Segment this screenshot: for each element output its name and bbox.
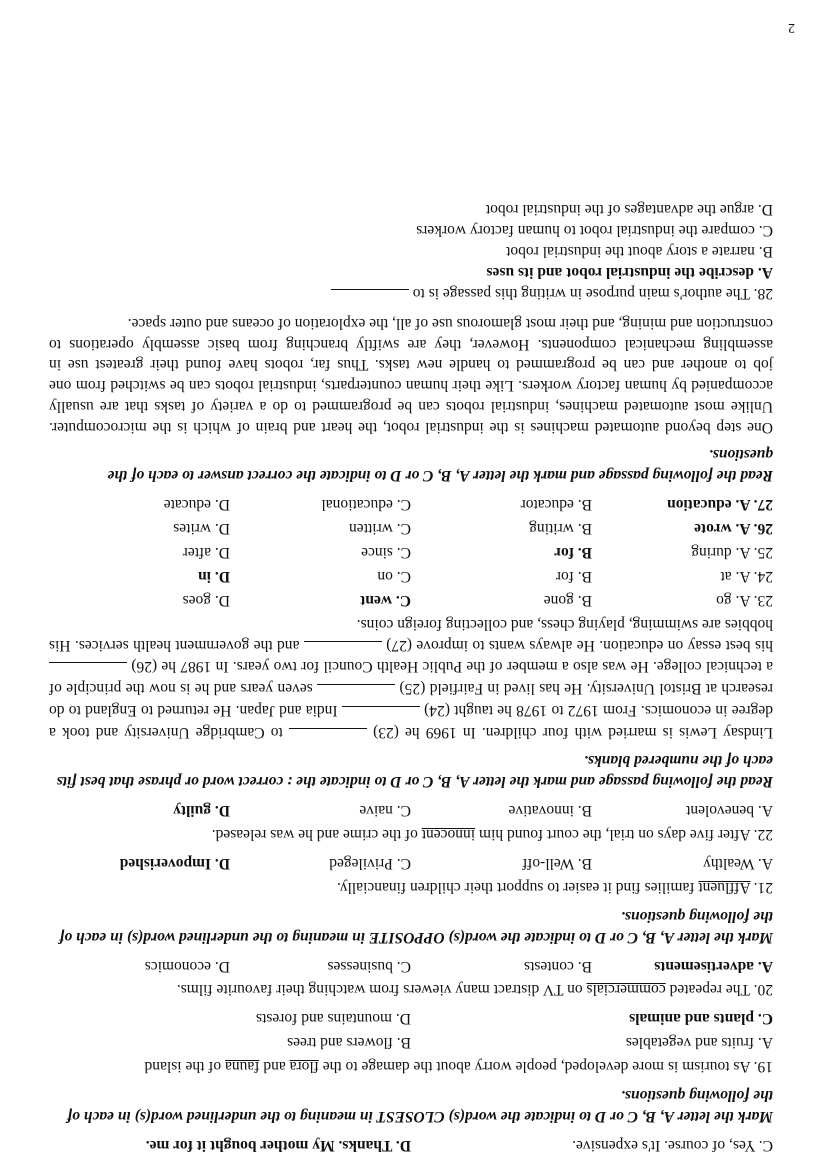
cloze-text-5: his best essay on education. He always wants to improve (27)	[381, 636, 773, 654]
q27-option-a: 27. A. education	[667, 496, 773, 514]
question-22	[49, 823, 773, 844]
q27-options-row	[49, 493, 773, 514]
question-19	[49, 1055, 773, 1076]
q27-option-d: D. educate	[163, 496, 230, 514]
q21-text-end: families find it easier to support their children financially.	[336, 878, 699, 896]
q27-option-b: B. educator	[520, 496, 592, 514]
q21-option-d: D. Impoverished	[119, 854, 230, 872]
q19-underlined-flora: flora	[289, 1058, 319, 1076]
q24-option-a: 24. A. at	[720, 567, 773, 585]
q21-option-b: B. Well-off	[522, 854, 592, 872]
q26-option-b: B. writing	[529, 519, 592, 537]
instruction-opposite: Mark the letter A, B, C or D to indicate the word(s) OPPOSITE in meaning to the underlined word(s) in each of the following questions.	[59, 907, 773, 946]
q28-option-d: D. argue the advantages of the industrial robot	[485, 201, 773, 219]
q19-options-row-1	[49, 1031, 773, 1052]
q26-option-a: 26. A. wrote	[694, 519, 773, 537]
q25-options-row	[49, 541, 773, 562]
q19-option-c: C. plants and animals	[629, 1010, 773, 1028]
q28-option-c: C. compare the industrial robot to human factory workers	[416, 221, 773, 239]
instruction-closest: Mark the letter A, B, C or D to indicate the word(s) CLOSEST in meaning to the underlined word(s) in each of the following questions.	[66, 1087, 773, 1126]
cloze-text-6: the government health services. His hobbies are swimming, playing chess, and collecting foreign coins.	[49, 615, 773, 654]
option-d: D. Thanks. My mother bought it for me.	[145, 1137, 411, 1154]
q20-underlined: commercials	[586, 981, 666, 999]
cloze-passage	[49, 613, 773, 744]
q20-option-a: A. advertisements	[654, 957, 773, 975]
blank-28	[331, 289, 409, 304]
q28-option-a: A. describe the industrial robot and its uses	[486, 263, 773, 281]
blank-25	[317, 684, 395, 699]
q25-option-b: B. for	[554, 543, 592, 561]
q20-option-d: D. economics	[144, 957, 230, 975]
q20-options-row	[49, 955, 773, 976]
q22-option-b: B. innovative	[508, 802, 592, 820]
q23-option-c: C. went	[360, 591, 411, 609]
q27-option-c: C. educational	[321, 496, 411, 514]
q21-text: 21.	[750, 878, 773, 896]
q19-text-end: of the island	[144, 1058, 226, 1076]
question-28	[49, 282, 773, 304]
instruction-reading: Read the following passage and mark the letter A, B, C or D to indicate the correct answer to each of the questions.	[107, 446, 773, 485]
q23-option-a: 23. A. go	[716, 591, 773, 609]
cloze-text-1: Lindsay Lewis is married with four children. In 1969 he (23)	[366, 724, 773, 742]
q22-text: 22. After five days on trial, the court found him	[475, 825, 773, 843]
q24-option-b: B. for	[555, 567, 592, 585]
q19-text-mid: and	[259, 1058, 290, 1076]
q22-text-end: of the crime and he was released.	[211, 825, 422, 843]
q19-option-d: D. mountains and forests	[256, 1010, 411, 1028]
q22-option-a: A. benevolent	[686, 802, 773, 820]
blank-23	[289, 728, 367, 743]
q22-options-row	[49, 799, 773, 820]
q18-options-row	[49, 1134, 773, 1155]
instruction-cloze: Read the following passage and mark the letter A, B, C or D to indicate the : correct word or phrase that best fits each of the numbered blanks.	[56, 752, 773, 791]
q20-text: 20. The repeated	[665, 981, 773, 999]
q19-text: 19. As tourism is more developed, people worry about the damage to the	[318, 1058, 773, 1076]
page-content	[49, 198, 773, 1158]
q26-option-c: C. written	[349, 519, 411, 537]
q19-underlined-fauna: fauna	[225, 1058, 260, 1076]
cloze-text-2: to Cambridge University and took a degree in economics. From 1972 to 1978 he taught (24)	[49, 702, 773, 742]
q20-option-c: C. businesses	[327, 957, 411, 975]
blank-26	[49, 662, 127, 677]
q25-option-d: D. after	[182, 543, 230, 561]
q19-option-a: A. fruits and vegetables	[625, 1034, 773, 1052]
q24-option-d: D. in	[198, 567, 230, 585]
q21-option-a: A. Wealthy	[703, 854, 773, 872]
q20-text-end: on TV distract many viewers from watching their favourite films.	[176, 981, 587, 999]
question-20	[49, 979, 773, 1000]
q23-option-d: D. goes	[182, 591, 230, 609]
blank-24	[342, 706, 420, 721]
q24-option-c: C. on	[377, 567, 411, 585]
q22-underlined: innocent	[421, 825, 476, 843]
q26-options-row	[49, 517, 773, 538]
cloze-and: and	[277, 636, 300, 654]
q21-option-c: C. Privileged	[329, 854, 411, 872]
q22-option-c: C. naive	[359, 802, 411, 820]
q25-option-c: C. since	[361, 543, 411, 561]
q28-stem: 28. The author's main purpose in writing this passage is to	[412, 284, 773, 302]
q21-options-row	[49, 852, 773, 873]
cloze-text-4: seven years and he is now the principle of a technical college. He was also a member of the Public Health Council for two years. In 1987 he (26)	[49, 658, 773, 698]
option-c: C. Yes, of course. It's expensive.	[572, 1137, 773, 1154]
q19-option-b: B. flowers and trees	[287, 1034, 411, 1052]
q23-options-row	[49, 589, 773, 610]
q24-options-row	[49, 565, 773, 586]
q26-option-d: D. writes	[173, 519, 230, 537]
question-21	[49, 876, 773, 897]
cloze-text-3: India and Japan. He returned to England to do research at Bristol University. He has lived in Fairfield (25)	[48, 680, 773, 720]
q28-option-b: B. narrate a story about the industrial robot	[506, 242, 773, 260]
q25-option-a: 25. A. during	[691, 543, 773, 561]
page-number: 2	[788, 20, 795, 35]
q22-option-d: D. guilty	[173, 802, 230, 820]
q23-option-b: B. gone	[543, 591, 592, 609]
q21-underlined: Affluent	[698, 878, 751, 896]
reading-passage: One step beyond automated machines is the industrial robot, the heart and brain of which is the microcomputer. Unlike most automated machines, industrial robots can be programmed to do a variety of tasks that are usually accompanied by human factory workers. Like their human counterparts, industrial robots can be switched from one job to another and can be programmed to handle new tasks. Thus far, robots have found their greatest use in assembling mechanical components. However, they are swiftly branching from basic assembly operations to construction and mining, and their most glamorous use of all, the exploration of oceans and outer space.	[49, 314, 773, 437]
q19-options-row-2	[49, 1007, 773, 1028]
blank-27	[304, 641, 382, 656]
q20-option-b: B. contests	[523, 957, 592, 975]
